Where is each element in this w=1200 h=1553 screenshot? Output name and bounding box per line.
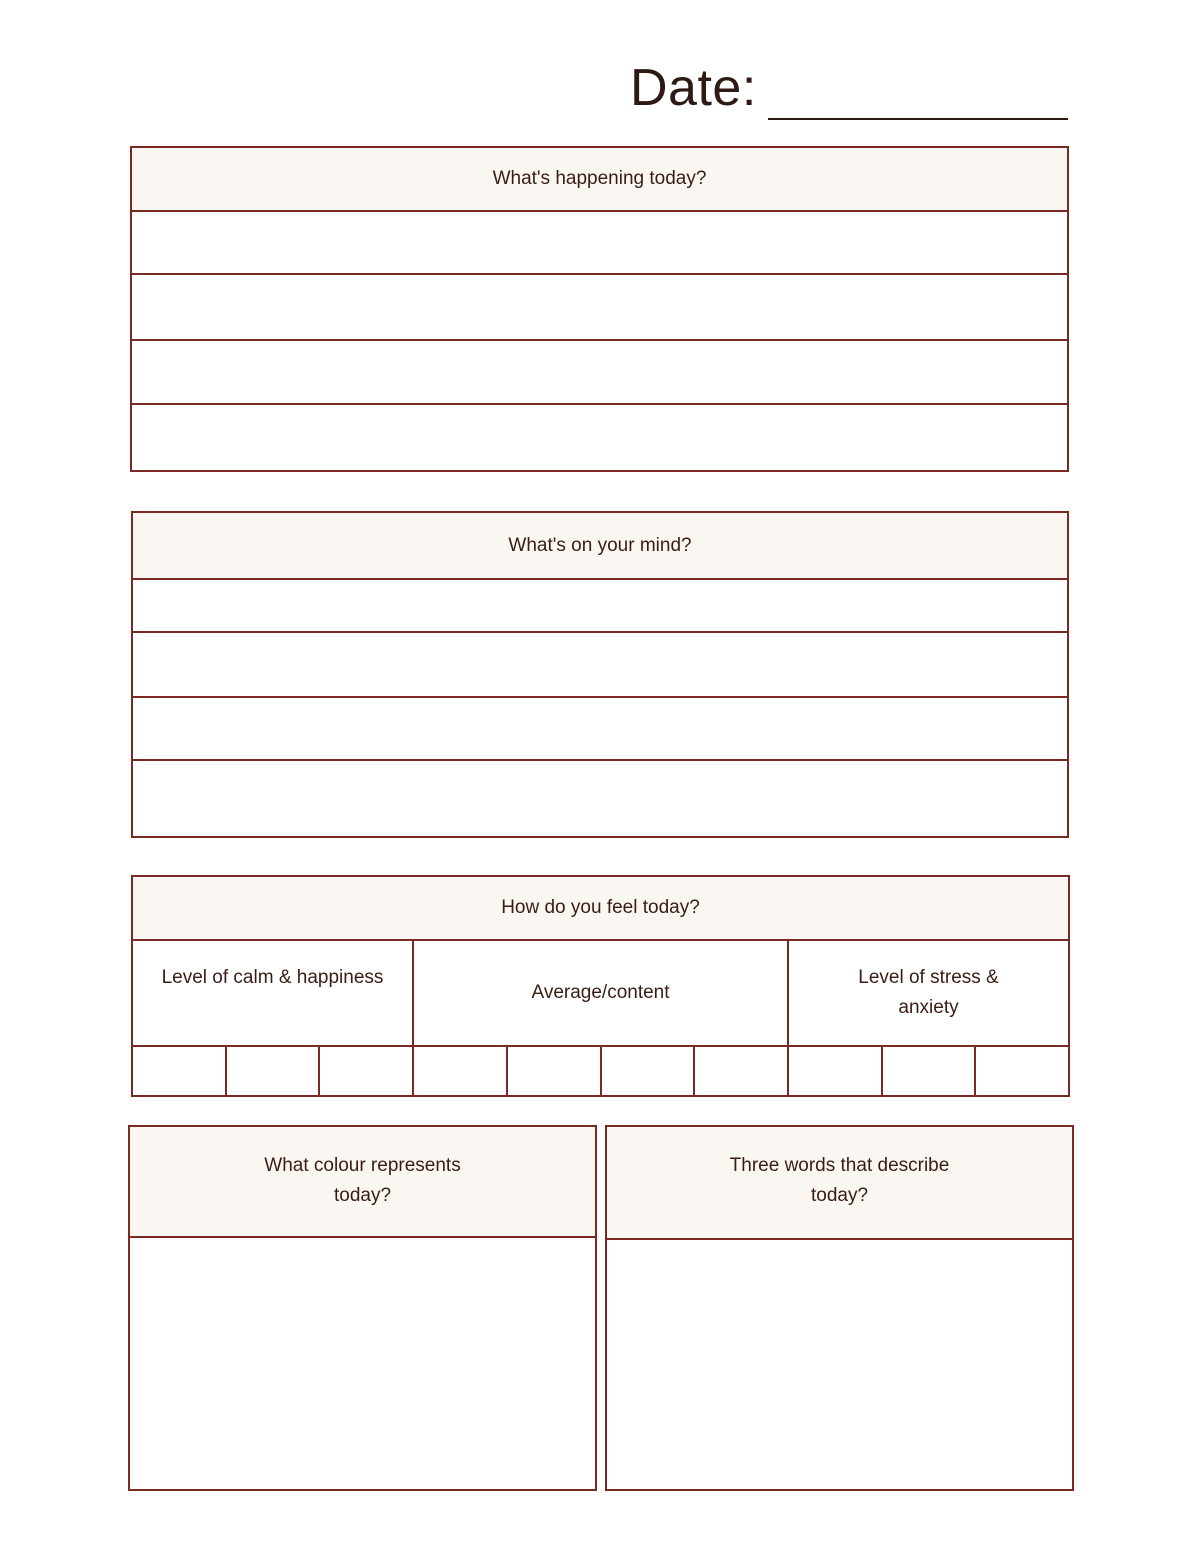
mind-line-2[interactable] [133, 633, 1067, 698]
words-header [607, 1127, 1072, 1240]
scale-stress-text [858, 963, 998, 1023]
colour-answer-area[interactable] [130, 1238, 595, 1489]
scale-cell-10[interactable] [976, 1047, 1068, 1095]
scale-stress-label [789, 941, 1068, 1045]
feel-scale-labels [133, 941, 1068, 1047]
happening-title: What's happening today? [492, 168, 707, 189]
feel-scale-cells [133, 1047, 1068, 1095]
words-title-line1: Three words that describe [729, 1155, 950, 1176]
happening-section [130, 146, 1069, 472]
feel-section [131, 875, 1070, 1097]
words-answer-area[interactable] [607, 1240, 1072, 1489]
colour-header [130, 1127, 595, 1238]
scale-cell-3[interactable] [320, 1047, 414, 1095]
words-title [730, 1151, 950, 1211]
happening-line-2[interactable] [132, 275, 1067, 341]
mind-line-3[interactable] [133, 698, 1067, 761]
scale-cell-8[interactable] [789, 1047, 883, 1095]
happening-header [132, 148, 1067, 212]
scale-cell-1[interactable] [133, 1047, 227, 1095]
colour-section [128, 1125, 597, 1491]
scale-cell-6[interactable] [602, 1047, 696, 1095]
words-title-line2: today? [810, 1185, 869, 1206]
scale-average-text: Average/content [531, 982, 670, 1003]
scale-cell-2[interactable] [227, 1047, 321, 1095]
scale-stress-line1: Level of stress & [858, 967, 999, 988]
scale-calm-text: Level of calm & happiness [161, 967, 384, 988]
date-label: Date: [630, 59, 757, 117]
scale-cell-5[interactable] [508, 1047, 602, 1095]
scale-cell-4[interactable] [414, 1047, 508, 1095]
happening-line-3[interactable] [132, 341, 1067, 405]
mind-header [133, 513, 1067, 580]
scale-cell-9[interactable] [883, 1047, 977, 1095]
feel-title: How do you feel today? [501, 897, 700, 918]
date-line[interactable] [768, 118, 1068, 120]
scale-cell-7[interactable] [695, 1047, 789, 1095]
words-section [605, 1125, 1074, 1491]
mind-line-1[interactable] [133, 580, 1067, 633]
colour-title-line1: What colour represents [264, 1155, 461, 1176]
scale-calm-label [133, 941, 414, 1045]
colour-title [264, 1151, 460, 1211]
feel-header [133, 877, 1068, 941]
happening-line-1[interactable] [132, 212, 1067, 275]
happening-line-4[interactable] [132, 405, 1067, 470]
colour-title-line2: today? [333, 1185, 392, 1206]
scale-average-label [414, 941, 789, 1045]
scale-stress-line2: anxiety [898, 997, 959, 1018]
mind-section [131, 511, 1069, 838]
mind-title: What's on your mind? [508, 534, 692, 556]
mind-line-4[interactable] [133, 761, 1067, 836]
